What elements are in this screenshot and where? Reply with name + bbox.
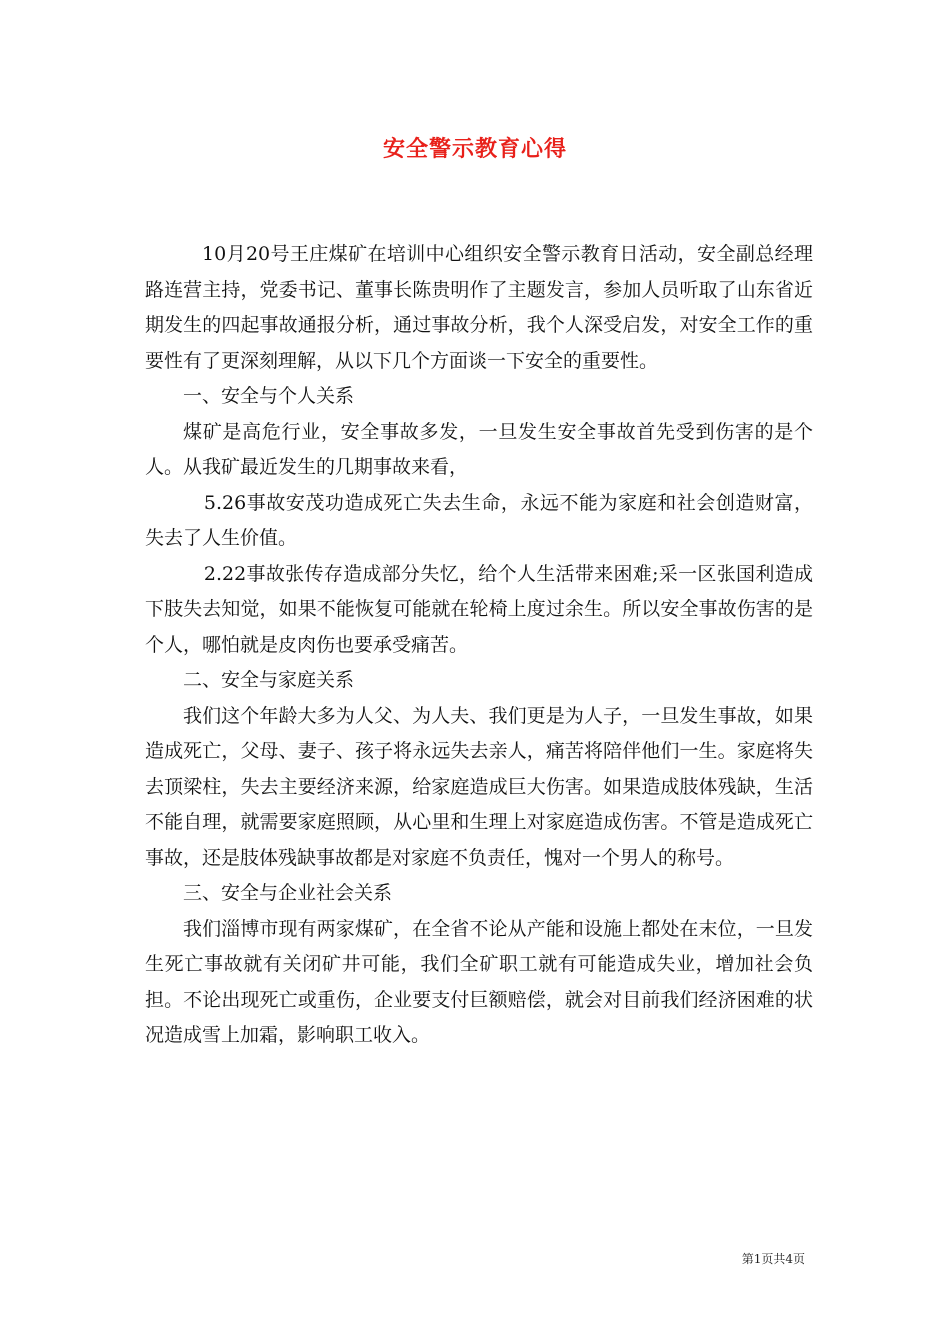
section-heading-2: 二、安全与家庭关系 xyxy=(183,669,355,691)
section-heading-1: 一、安全与个人关系 xyxy=(183,385,355,407)
intro-paragraph: 10月20号王庄煤矿在培训中心组织安全警示教育日活动，安全副总经理路连营主持，党委书记、董事长陈贵明作了主题发言，参加人员听取了山东省近期发生的四起事故通报分析，通过事故分析，我个人深受启发，对安全工作的重要性有了更深刻理解，从以下几个方面谈一下安全的重要性。 xyxy=(145,243,813,372)
document-title: 安全警示教育心得 xyxy=(382,136,567,162)
page-number: 第1页共4页 xyxy=(741,1252,805,1266)
paragraph-accident-526: 5.26事故安茂功造成死亡失去生命，永远不能为家庭和社会创造财富，失去了人生价值。 xyxy=(145,491,813,549)
paragraph-personal: 煤矿是高危行业，安全事故多发，一旦发生安全事故首先受到伤害的是个人。从我矿最近发生的几期事故来看， xyxy=(145,420,813,478)
paragraph-family: 我们这个年龄大多为人父、为人夫、我们更是为人子，一旦发生事故，如果造成死亡，父母、妻子、孩子将永远失去亲人，痛苦将陪伴他们一生。家庭将失去顶梁柱，失去主要经济来源，给家庭造成巨大伤害。如果造成肢体残缺，生活不能自理，就需要家庭照顾，从心里和生理上对家庭造成伤害。不管是造成死亡事故，还是肢体残缺事故都是对家庭不负责任，愧对一个男人的称号。 xyxy=(145,704,813,869)
section-heading-3: 三、安全与企业社会关系 xyxy=(183,882,393,904)
paragraph-accident-222: 2.22事故张传存造成部分失忆，给个人生活带来困难;采一区张国利造成下肢失去知觉，如果不能恢复可能就在轮椅上度过余生。所以安全事故伤害的是个人，哪怕就是皮肉伤也要承受痛苦。 xyxy=(145,562,813,656)
document-body xyxy=(145,237,813,1054)
paragraph-enterprise: 我们淄博市现有两家煤矿，在全省不论从产能和设施上都处在末位，一旦发生死亡事故就有关闭矿井可能，我们全矿职工就有可能造成失业，增加社会负担。不论出现死亡或重伤，企业要支付巨额赔偿，就会对目前我们经济困难的状况造成雪上加霜，影响职工收入。 xyxy=(145,917,813,1046)
